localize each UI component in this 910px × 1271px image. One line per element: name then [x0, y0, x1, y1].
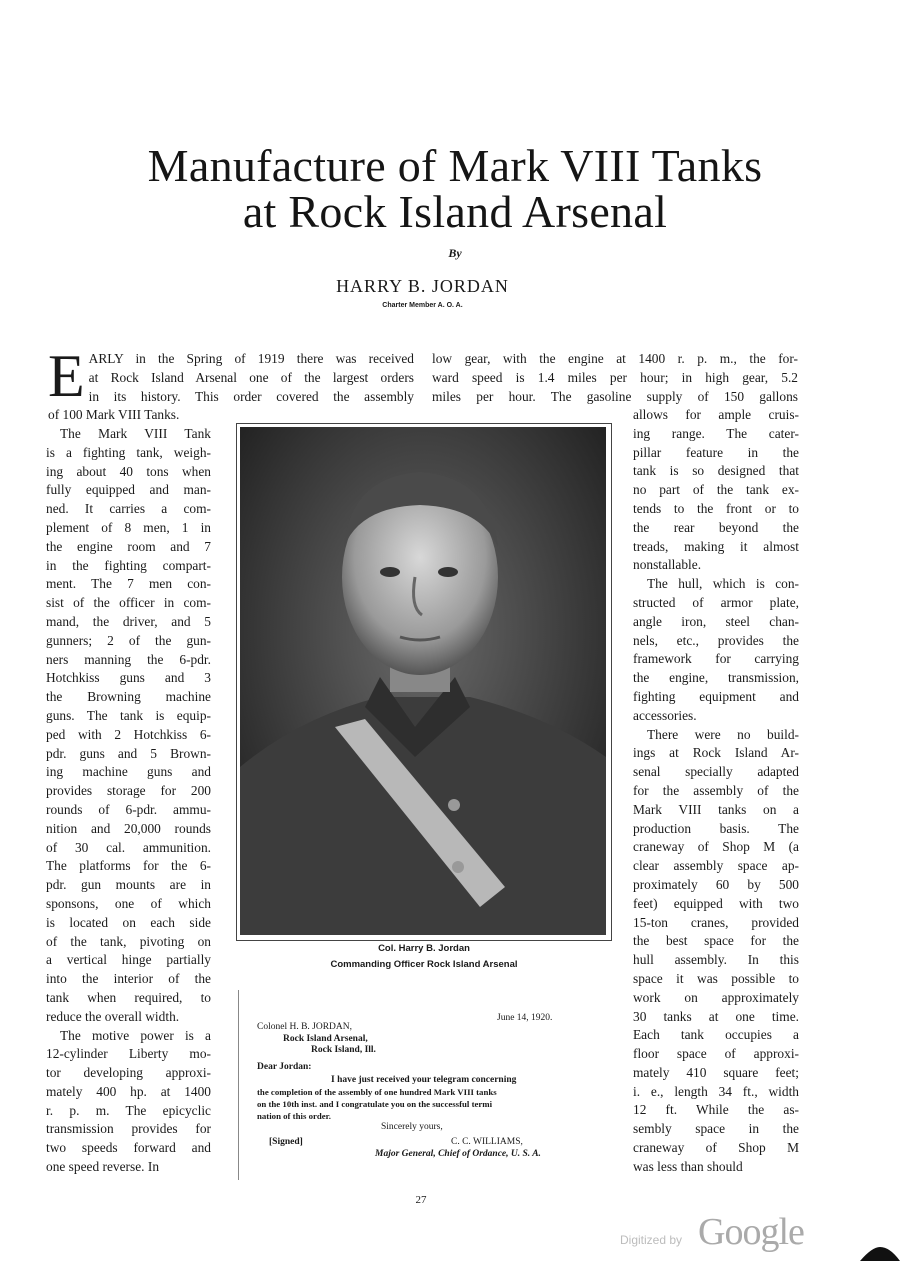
text-line: nels, etc., provides the: [633, 632, 799, 648]
text-line: The platforms for the 6-: [46, 858, 211, 874]
text-line: ing about 40 tons when: [46, 463, 211, 479]
text-line: 12 ft. While the as-: [633, 1102, 799, 1118]
text-line: accessories.: [633, 707, 697, 723]
text-line: is a fighting tank, weigh-: [46, 444, 211, 460]
text-line: treads, making it almost: [633, 538, 799, 554]
text-line: 15-ton cranes, provided: [633, 914, 799, 930]
text-line: at Rock Island Arsenal one of the largest orders: [88, 369, 414, 385]
text-line: the engine, transmission,: [633, 670, 799, 686]
text-line: structed of armor plate,: [633, 594, 799, 610]
letter-address-2: Rock Island, Ill.: [311, 1045, 376, 1055]
text-line: provides storage for 200: [46, 783, 211, 799]
text-line: fully equipped and man-: [46, 482, 211, 498]
text-line: tor developing approxi-: [46, 1065, 211, 1081]
photo-caption-line-2: Commanding Officer Rock Island Arsenal: [330, 959, 518, 970]
letter-recipient: Colonel H. B. JORDAN,: [257, 1022, 353, 1032]
text-line: plement of 8 men, 1 in: [46, 519, 211, 535]
text-line: There were no build-: [647, 726, 799, 742]
text-line: is located on each side: [46, 914, 211, 930]
text-line: one speed reverse. In: [46, 1159, 160, 1175]
text-line: tends to the front or to: [633, 500, 799, 516]
letter-box: [238, 990, 607, 1180]
text-line: ing machine guns and: [46, 764, 211, 780]
text-line: the best space for the: [633, 933, 799, 949]
text-line: ment. The 7 men con-: [46, 576, 211, 592]
text-line: senal specially adapted: [633, 764, 799, 780]
text-line: sponsons, one of which: [46, 895, 211, 911]
text-line: ings at Rock Island Ar-: [633, 745, 799, 761]
text-line: ners manning the 6-pdr.: [46, 651, 211, 667]
text-line: tank when required, to: [46, 989, 211, 1005]
left-column-opening: [48, 343, 414, 409]
text-line: work on approximately: [633, 989, 799, 1005]
text-line: framework for carrying: [633, 651, 799, 667]
text-line: i. e., length 34 ft., width: [633, 1083, 799, 1099]
letter-signer-title: Major General, Chief of Ordance, U. S. A.: [375, 1149, 541, 1159]
text-line: craneway of Shop M (a: [633, 839, 799, 855]
text-line: ing range. The cater-: [633, 425, 799, 441]
text-line: pillar feature in the: [633, 444, 799, 460]
text-line: fighting equipment and: [633, 688, 799, 704]
drop-cap: E: [48, 343, 85, 409]
text-line: proximately 60 by 500: [633, 876, 799, 892]
text-line: the engine room and 7: [46, 538, 211, 554]
text-line: hull assembly. In this: [633, 952, 799, 968]
text-line: in its history. This order covered the assembly: [88, 388, 414, 404]
text-line: Hotchkiss guns and 3: [46, 670, 211, 686]
text-line: 30 tanks at one time.: [633, 1008, 799, 1024]
text-line: miles per hour. The gasoline supply of 150 gallons: [432, 388, 798, 404]
text-line: floor space of approxi-: [633, 1046, 799, 1062]
letter-closing: Sincerely yours,: [381, 1122, 443, 1132]
text-line: ped with 2 Hotchkiss 6-: [46, 726, 211, 742]
text-line: tank is so designed that: [633, 463, 799, 479]
text-line: no part of the tank ex-: [633, 482, 799, 498]
text-line: of 30 cal. ammunition.: [46, 839, 211, 855]
text-line: mately 400 hp. at 1400: [46, 1083, 211, 1099]
text-line: into the interior of the: [46, 971, 211, 987]
text-line: ARLY in the Spring of 1919 there was received: [88, 351, 414, 366]
text-line: of 100 Mark VIII Tanks.: [48, 407, 180, 422]
page-number: 27: [415, 1194, 427, 1206]
text-line: reduce the overall width.: [46, 1008, 180, 1024]
portrait-photo-frame: [236, 423, 612, 941]
text-line: nonstallable.: [633, 557, 702, 573]
text-line: feet) equipped with two: [633, 895, 799, 911]
text-line: pdr. guns and 5 Brown-: [46, 745, 211, 761]
text-line: r. p. m. The epicyclic: [46, 1102, 211, 1118]
text-line: mately 410 square feet;: [633, 1064, 799, 1080]
text-line: the Browning machine: [46, 689, 211, 705]
portrait-photo: [240, 427, 606, 935]
text-line: nition and 20,000 rounds: [46, 820, 211, 836]
letter-body-2: the completion of the assembly of one hundred Mark VIII tanks: [257, 1087, 497, 1097]
letter-address-1: Rock Island Arsenal,: [283, 1034, 368, 1044]
text-line: sist of the officer in com-: [46, 595, 211, 611]
text-line: clear assembly space ap-: [633, 858, 799, 874]
letter-greeting: Dear Jordan:: [257, 1062, 312, 1072]
letter-body-1: I have just received your telegram concerning: [331, 1075, 517, 1085]
photo-caption-line-1: Col. Harry B. Jordan: [378, 943, 470, 954]
letter-date: June 14, 1920.: [497, 1013, 553, 1023]
text-line: two speeds forward and: [46, 1140, 211, 1156]
corner-mark-icon: [858, 1245, 902, 1265]
text-line: ward speed is 1.4 miles per hour; in high gear, 5.2: [432, 369, 798, 385]
portrait-illustration: [240, 427, 606, 935]
author-name: HARRY B. JORDAN: [336, 276, 509, 296]
letter-signer: C. C. WILLIAMS,: [451, 1137, 523, 1147]
text-line: 12-cylinder Liberty mo-: [46, 1046, 211, 1062]
text-line: transmission provides for: [46, 1121, 211, 1137]
text-line: Each tank occupies a: [633, 1027, 799, 1043]
text-line: rounds of 6-pdr. ammu-: [46, 801, 211, 817]
text-line: The motive power is a: [60, 1027, 211, 1043]
text-line: production basis. The: [633, 820, 799, 836]
left-column-body: [46, 425, 211, 1177]
text-line: pdr. gun mounts are in: [46, 877, 211, 893]
article-title-line-2: at Rock Island Arsenal: [242, 186, 668, 237]
text-line: of the tank, pivoting on: [46, 933, 211, 949]
letter-signed: [Signed]: [269, 1137, 303, 1147]
text-line: a vertical hinge partially: [46, 952, 211, 968]
text-line: in the fighting compart-: [46, 557, 211, 573]
text-line: allows for ample cruis-: [633, 407, 799, 422]
byline: By: [448, 246, 462, 260]
text-line: The Mark VIII Tank: [60, 426, 211, 441]
text-line: mand, the driver, and 5: [46, 613, 211, 629]
text-line: craneway of Shop M: [633, 1140, 799, 1156]
letter-body-3: on the 10th inst. and I congratulate you on the successful termi: [257, 1099, 493, 1109]
text-line: was less than should: [633, 1158, 743, 1174]
text-line: angle iron, steel chan-: [633, 613, 799, 629]
google-logo: Google: [698, 1211, 804, 1253]
text-line: Mark VIII tanks on a: [633, 801, 799, 817]
right-column-opening: [432, 350, 798, 406]
text-line: for the assembly of the: [633, 782, 799, 798]
text-line: guns. The tank is equip-: [46, 707, 211, 723]
watermark-text: Digitized by: [620, 1233, 683, 1247]
article-title-line-1: Manufacture of Mark VIII Tanks: [147, 140, 763, 191]
right-column-body: [633, 406, 799, 1177]
text-line: space it was possible to: [633, 970, 799, 986]
letter-body-4: nation of this order.: [257, 1111, 331, 1121]
text-line: sembly space in the: [633, 1121, 799, 1137]
text-line: gunners; 2 of the gun-: [46, 632, 211, 648]
text-line: low gear, with the engine at 1400 r. p. m., the for-: [432, 351, 798, 366]
text-line: The hull, which is con-: [647, 576, 799, 592]
text-line: the rear beyond the: [633, 519, 799, 535]
text-line: ned. It carries a com-: [46, 501, 211, 517]
left-column-opening-last: [48, 406, 238, 425]
author-title: Charter Member A. O. A.: [382, 302, 463, 309]
